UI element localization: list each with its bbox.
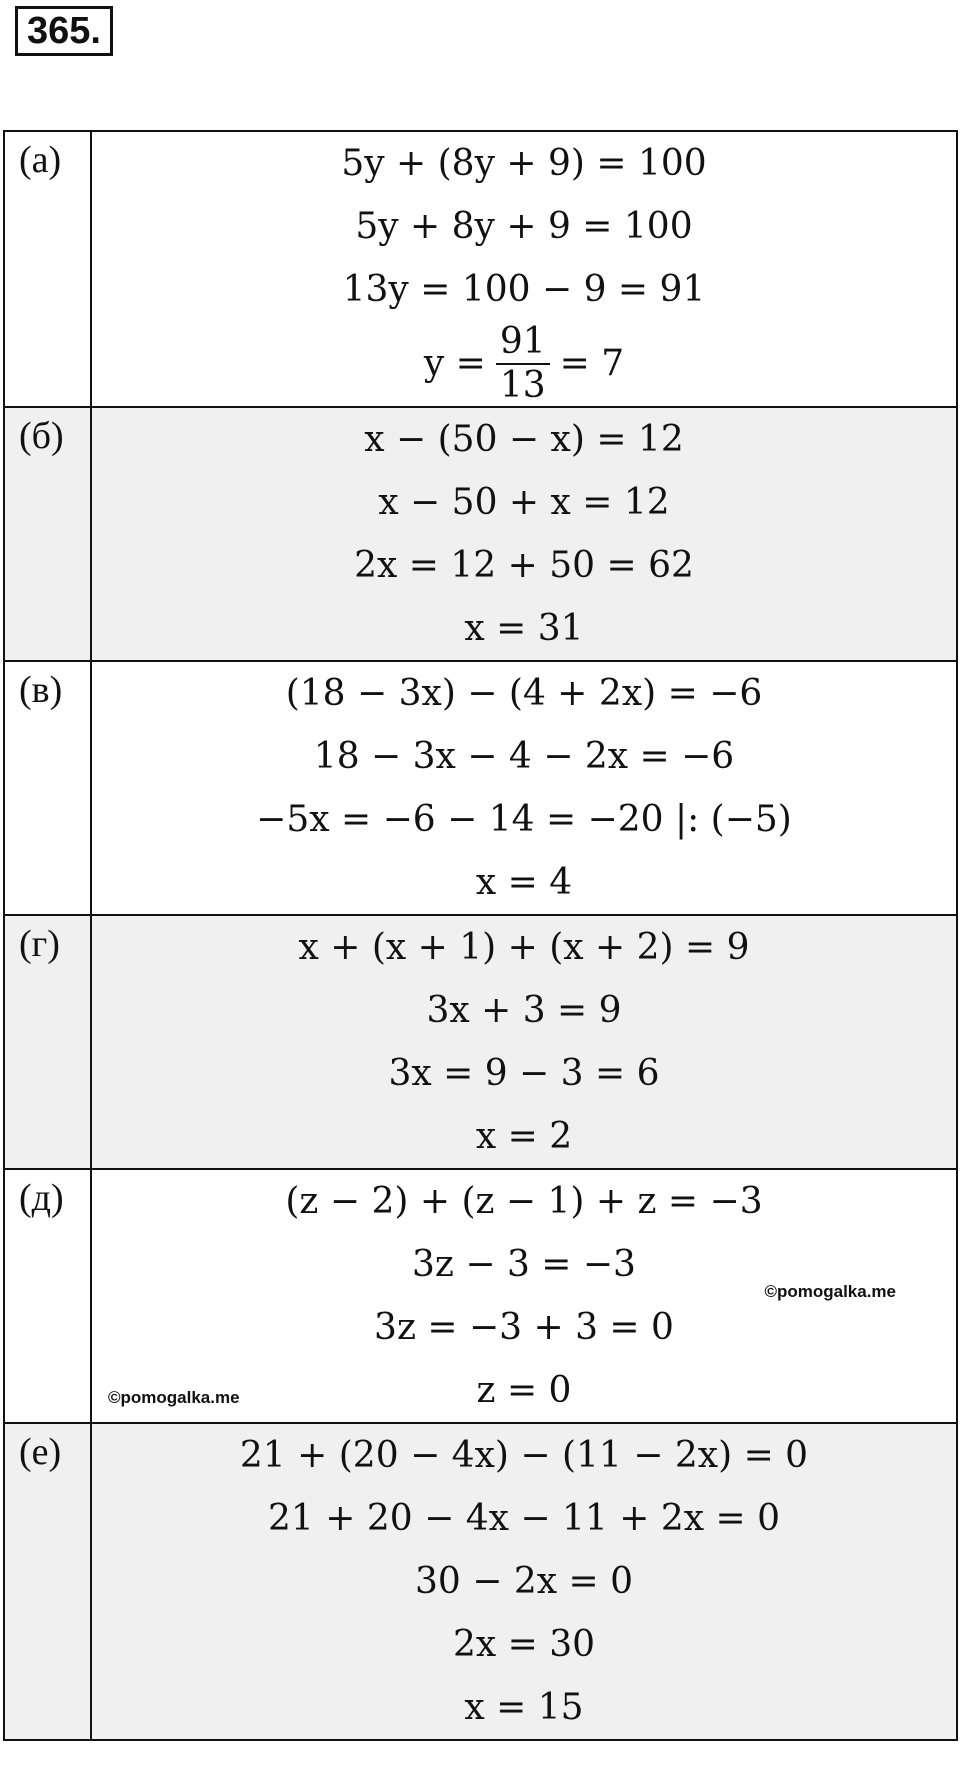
equation-line: x = 4 (475, 862, 573, 903)
equation-line: 3z − 3 = −3 (412, 1244, 636, 1285)
equation-line: 3x = 9 − 3 = 6 (388, 1053, 660, 1094)
equation-line: 5y + 8y + 9 = 100 (355, 206, 693, 247)
equation-line: x = 31 (464, 608, 584, 649)
equation-cell (91, 407, 957, 661)
equation-line: x + (x + 1) + (x + 2) = 9 (298, 927, 750, 968)
solution-row-a (4, 131, 957, 407)
equation-line: 30 − 2x = 0 (414, 1561, 634, 1602)
equation-cell (91, 661, 957, 915)
row-label: (г) (4, 915, 91, 1169)
equation-cell (91, 915, 957, 1169)
equation-line-fraction (92, 321, 956, 406)
equation-line: 3x + 3 = 9 (426, 990, 622, 1031)
equation-line: −5x = −6 − 14 = −20 |: (−5) (256, 799, 792, 840)
solution-row-e (4, 1423, 957, 1740)
equation-line: 2x = 12 + 50 = 62 (354, 545, 694, 586)
equation-line: 13y = 100 − 9 = 91 (342, 269, 706, 310)
watermark: ©pomogalka.me (108, 1388, 240, 1407)
fraction (496, 320, 550, 406)
equation-line: z = 0 (476, 1370, 572, 1411)
solution-row-g (4, 915, 957, 1169)
row-label: (в) (4, 661, 91, 915)
equation-line: x = 15 (464, 1687, 584, 1728)
fraction-lhs: y = (423, 343, 486, 384)
equation-line: 5y + (8y + 9) = 100 (341, 143, 707, 184)
row-label: (а) (4, 131, 91, 407)
solution-row-v (4, 661, 957, 915)
equation-cell (91, 1423, 957, 1740)
equation-line: 3z = −3 + 3 = 0 (374, 1307, 674, 1348)
row-label: (е) (4, 1423, 91, 1740)
solution-row-d (4, 1169, 957, 1423)
solution-table (3, 130, 958, 1741)
equation-cell (91, 1169, 957, 1423)
equation-line: (18 − 3x) − (4 + 2x) = −6 (285, 673, 763, 714)
fraction-denominator: 13 (496, 363, 550, 405)
fraction-numerator: 91 (499, 320, 546, 362)
equation-line: 18 − 3x − 4 − 2x = −6 (313, 736, 735, 777)
problem-number: 365. (15, 6, 113, 56)
equation-line: 21 + 20 − 4x − 11 + 2x = 0 (268, 1498, 780, 1539)
equation-line: (z − 2) + (z − 1) + z = −3 (285, 1181, 763, 1222)
solution-row-b (4, 407, 957, 661)
equation-line: x = 2 (475, 1116, 573, 1157)
watermark: ©pomogalka.me (764, 1282, 896, 1301)
row-label: (б) (4, 407, 91, 661)
fraction-rhs: = 7 (559, 343, 625, 384)
equation-line: 2x = 30 (452, 1624, 596, 1665)
equation-cell (91, 131, 957, 407)
equation-line: 21 + (20 − 4x) − (11 − 2x) = 0 (239, 1435, 809, 1476)
equation-line: x − (50 − x) = 12 (364, 419, 684, 460)
row-label: (д) (4, 1169, 91, 1423)
equation-line: x − 50 + x = 12 (378, 482, 670, 523)
